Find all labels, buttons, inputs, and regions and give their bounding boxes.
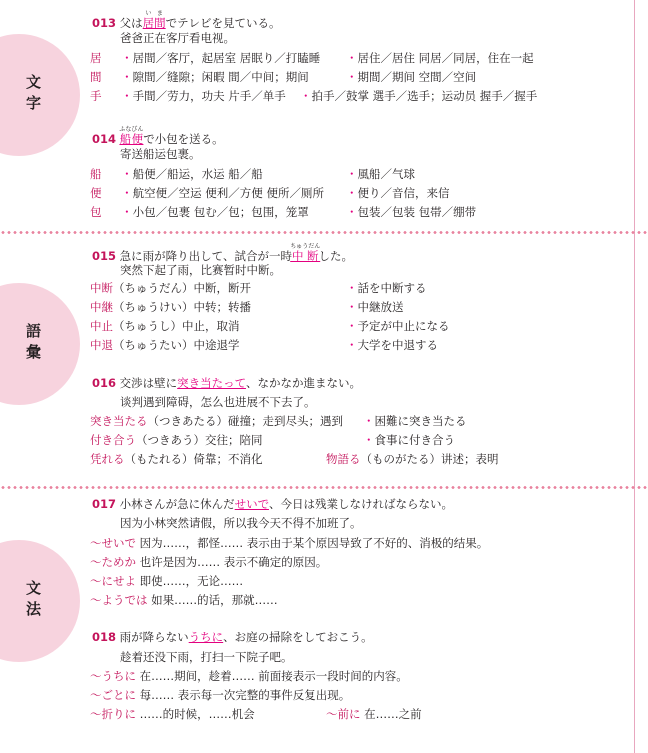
entry-sentence: 015 急に雨が降り出して、試合が一時中断ちゅうだんした。 — [92, 243, 353, 263]
kanji-row: 間 ・隙間／缝隙；闲暇 間／中间；期间 — [90, 70, 309, 84]
vocab-row: 付き合う（つきあう）交往；陪同 — [90, 433, 263, 447]
section-divider — [0, 231, 648, 234]
kanji-row: 居 ・居間／客厅，起居室 居眠り／打瞌睡 — [90, 51, 321, 65]
entry-translation: 爸爸正在客厅看电视。 — [120, 31, 235, 45]
grammar-row: ～ためか 也许是因为…… 表示不确定的原因。 — [90, 555, 328, 569]
grammar-row: ～うちに 在……期间，趁着…… 前面接表示一段时间的内容。 — [90, 669, 408, 683]
vocab-row: 中継（ちゅうけい）中转；转播 — [90, 300, 251, 314]
section-tab-label: 語彙 — [24, 323, 42, 365]
entry-translation: 寄送船运包裹。 — [120, 147, 201, 161]
kanji-row-b: ・包装／包装 包帯／绷带 — [346, 205, 477, 219]
grammar-row: ～にせよ 即使……，无论…… — [90, 574, 244, 588]
vocab-row: 中止（ちゅうし）中止，取消 — [90, 319, 240, 333]
entry-sentence: 013 父は居間いまでテレビを見ている。 — [92, 10, 281, 30]
right-border-line — [634, 0, 635, 753]
kanji-row: 船 ・船便／船运，水运 船／船 — [90, 167, 263, 181]
entry-translation: 谈判遇到障碍，怎么也进展不下去了。 — [120, 395, 316, 409]
vocab-example: ・話を中断する — [346, 281, 427, 295]
vocab-row: 凭れる（もたれる）倚靠；不消化 — [90, 452, 263, 466]
kanji-row-b: ・拍手／鼓掌 選手／选手；运动员 握手／握手 — [300, 89, 538, 103]
entry-sentence: 017 小林さんが急に休んだせいで、今日は残業しなければならない。 — [92, 497, 453, 511]
entry-sentence: 018 雨が降らないうちに、お庭の掃除をしておこう。 — [92, 630, 373, 644]
section-tab-bunpo — [0, 540, 80, 662]
kanji-row-b: ・風船／气球 — [346, 167, 415, 181]
vocab-example: ・困難に突き当たる — [363, 414, 467, 428]
entry-sentence: 014 船便ふなびんで小包を送る。 — [92, 126, 224, 146]
kanji-row-b: ・便り／音信，来信 — [346, 186, 450, 200]
entry-translation: 因为小林突然请假，所以我今天不得不加班了。 — [120, 516, 362, 530]
kanji-row-b: ・期間／期间 空間／空间 — [346, 70, 477, 84]
vocab-example: ・食事に付き合う — [363, 433, 455, 447]
section-tab-label: 文字 — [24, 74, 42, 116]
kanji-row-b: ・居住／居住 同居／同居，住在一起 — [346, 51, 534, 65]
kanji-row: 包 ・小包／包裹 包む／包；包围，笼罩 — [90, 205, 309, 219]
section-tab-goi — [0, 283, 80, 405]
vocab-row-2: 物語る（ものがたる）讲述；表明 — [326, 452, 499, 466]
vocab-example: ・中継放送 — [346, 300, 404, 314]
section-divider — [0, 486, 648, 489]
vocab-example: ・大学を中退する — [346, 338, 438, 352]
vocab-example: ・予定が中止になる — [346, 319, 450, 333]
vocab-row: 突き当たる（つきあたる）碰撞；走到尽头；遇到 — [90, 414, 343, 428]
section-tab-moji — [0, 34, 80, 156]
grammar-row: ～ようでは 如果……的话，那就…… — [90, 593, 278, 607]
vocab-row: 中断（ちゅうだん）中断，断开 — [90, 281, 251, 295]
entry-sentence: 016 交渉は壁に突き当たって、なかなか進まない。 — [92, 376, 361, 390]
kanji-row: 手 ・手間／劳力，功夫 片手／单手 — [90, 89, 286, 103]
kanji-row: 便 ・航空便／空运 便利／方便 便所／厕所 — [90, 186, 324, 200]
entry-translation: 突然下起了雨，比赛暂时中断。 — [120, 263, 281, 277]
vocab-row: 中退（ちゅうたい）中途退学 — [90, 338, 240, 352]
entry-translation: 趁着还没下雨，打扫一下院子吧。 — [120, 650, 293, 664]
section-tab-label: 文法 — [24, 580, 42, 622]
grammar-row: ～ごとに 每…… 表示每一次完整的事件反复出现。 — [90, 688, 351, 702]
grammar-row-2: ～前に 在……之前 — [326, 707, 422, 721]
grammar-row: ～折りに ……的时候，……机会 — [90, 707, 255, 721]
grammar-row: ～せいで 因为……，都怪…… 表示由于某个原因导致了不好的、消极的结果。 — [90, 536, 489, 550]
